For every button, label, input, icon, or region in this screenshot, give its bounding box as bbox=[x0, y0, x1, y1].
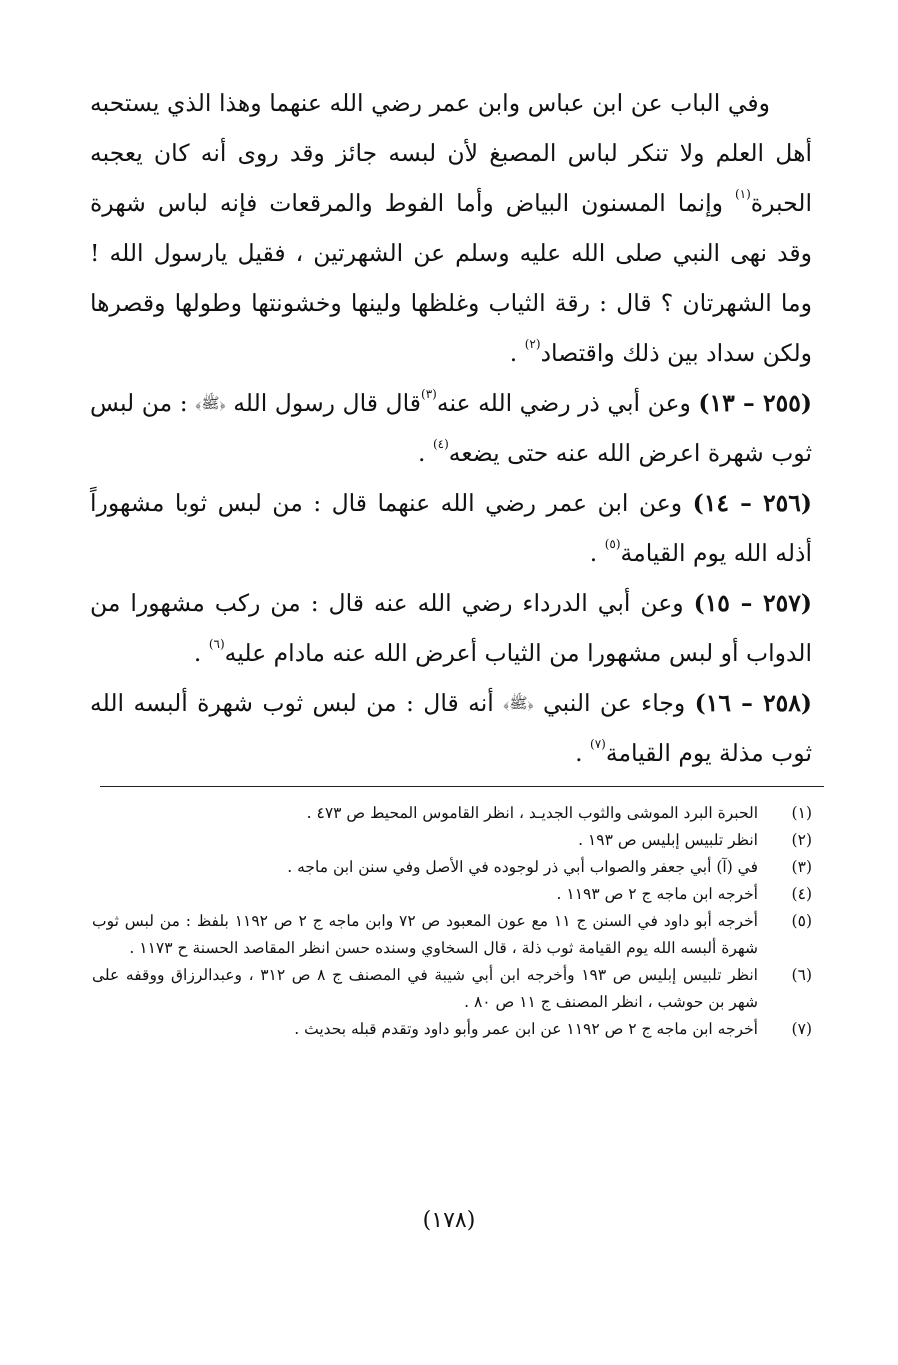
honorific-glyph: ﴿ﷺ﴾ bbox=[195, 394, 226, 412]
footnote-item bbox=[92, 827, 812, 854]
footnotes bbox=[92, 800, 812, 1043]
footnote-text: أخرجه ابن ماجه ج ٢ ص ١١٩٢ عن ابن عمر وأبو داود وتقدم قبله بحديث . bbox=[294, 1020, 758, 1038]
footnote-number: (٥) bbox=[791, 912, 812, 930]
intro-text-continued: وإنما المسنون البياض وأما الفوط والمرقعات فإنه لباس شهرة وقد نهى النبي صلى الله عليه وسلم عن الشهرتين ، فقيل يارسول الله ! وما الشهرتان ؟ قال : رقة الثياب وغلظها ولينها وخشونتها وطولها وقصرها ولكن سداد بين ذلك واقتصاد bbox=[90, 189, 812, 367]
footnote-text: انظر تلبيس إبليس ص ١٩٣ وأخرجه ابن أبي شيبة في المصنف ج ٨ ص ٣١٢ ، وعبدالرزاق ووقفه على شهر بن حوشب ، انظر المصنف ج ١١ ص ٨٠ . bbox=[92, 966, 758, 1011]
footnote-number: (٢) bbox=[791, 831, 812, 849]
hadith-text: وعن أبي الدرداء رضي الله عنه قال : من ركب مشهورا من الدواب أو لبس مشهورا من الثياب أعرض الله عنه مادام عليه bbox=[90, 589, 812, 667]
hadith-text: وعن ابن عمر رضي الله عنهما قال : من لبس ثوبا مشهوراً أذله الله يوم القيامة bbox=[90, 489, 812, 567]
footnote-item bbox=[92, 854, 812, 881]
intro-paragraph: وفي الباب عن ابن عباس وابن عمر رضي الله عنهما وهذا الذي يستحبه أهل العلم ولا تنكر لباس المصبغ لأن لبسه جائز وقد روى أنه كان يعجبه الحبرة$^{(١)}$ وإنما المسنون البياض وأما الفوط والمرقعات فإنه لباس شهرة وقد نهى النبي صلى الله عليه وسلم عن الشهرتين ، فقيل يارسول الله ! وما الشهرتان ؟ قال : رقة الثياب وغلظها ولينها وخشونتها وطولها وقصرها ولكن سداد بين ذلك واقتصاد$^{(٢)}$ . bbox=[90, 89, 812, 367]
footnote-ref: (٣) bbox=[421, 387, 437, 401]
hadith-text: وجاء عن النبي bbox=[543, 689, 686, 717]
footnote-text: أخرجه أبو داود في السنن ج ١١ مع عون المعبود ص ٧٢ وابن ماجه ج ٢ ص ١١٩٢ بلفظ : من لبس ثوب شهرة ألبسه الله يوم القيامة ثوب ذلة ، قال السخاوي وسنده حسن انظر المقاصد الحسنة ح ١١٧٣ . bbox=[92, 912, 758, 957]
page-number: (١٧٨) bbox=[422, 1208, 476, 1233]
hadith-text: أنه قال : من لبس ثوب شهرة ألبسه الله ثوب مذلة يوم القيامة bbox=[90, 689, 812, 767]
footnote-item bbox=[92, 881, 812, 908]
main-text bbox=[90, 78, 812, 778]
footnote-text: انظر تلبيس إبليس ص ١٩٣ . bbox=[578, 831, 758, 849]
footnote-item bbox=[92, 908, 812, 962]
footnote-ref: (٤) bbox=[432, 437, 449, 451]
footnote-number: (٣) bbox=[791, 858, 812, 876]
hadith-257: (٢٥٧ – ١٥) وعن أبي الدرداء رضي الله عنه قال : من ركب مشهورا من الدواب أو لبس مشهورا من الثياب أعرض الله عنه مادام عليه$^{(٦)}$ . bbox=[90, 589, 812, 667]
footnote-text: في (آ) أبي جعفر والصواب أبي ذر لوجوده في الأصل وفي سنن ابن ماجه . bbox=[287, 858, 758, 876]
footnote-text: أخرجه ابن ماجه ج ٢ ص ١١٩٣ . bbox=[556, 885, 758, 903]
hadith-256: (٢٥٦ – ١٤) وعن ابن عمر رضي الله عنهما قال : من لبس ثوبا مشهوراً أذله الله يوم القيامة$^{(٥)}$ . bbox=[90, 489, 813, 567]
hadith-number: (٢٥٨ – ١٦) bbox=[694, 689, 812, 717]
footnote-separator bbox=[100, 786, 824, 787]
hadith-258: (٢٥٨ – ١٦) وجاء عن النبي ﴿ﷺ﴾ أنه قال : من لبس ثوب شهرة ألبسه الله ثوب مذلة يوم القيامة$^{(٧)}$ . bbox=[90, 689, 812, 767]
hadith-text: قال قال رسول الله bbox=[233, 389, 422, 417]
footnote-number: (١) bbox=[791, 804, 812, 822]
footnote-item bbox=[92, 962, 812, 1016]
footnote-item bbox=[92, 800, 812, 827]
hadith-255: (٢٥٥ – ١٣) وعن أبي ذر رضي الله عنه$^{(٣)}$قال قال رسول الله ﴿ﷺ﴾ : من لبس ثوب شهرة اعرض الله عنه حتى يضعه$^{(٤)}$ . bbox=[90, 387, 812, 467]
honorific-glyph: ﴿ﷺ﴾ bbox=[503, 694, 534, 712]
footnote-ref: (٦) bbox=[208, 637, 225, 651]
intro-text: وفي الباب عن ابن عباس وابن عمر رضي الله عنهما وهذا الذي يستحبه أهل العلم ولا تنكر لباس المصبغ لأن لبسه جائز وقد روى أنه كان يعجبه الحبرة bbox=[90, 89, 812, 217]
hadith-text: : من لبس ثوب شهرة اعرض الله عنه حتى يضعه bbox=[90, 389, 812, 467]
footnote-ref: (٧) bbox=[590, 737, 606, 751]
hadith-number: (٢٥٦ – ١٤) bbox=[692, 489, 813, 517]
footnote-text: الحبرة البرد الموشى والثوب الجديـد ، انظر القاموس المحيط ص ٤٧٣ . bbox=[306, 804, 758, 822]
hadith-number: (٢٥٥ – ١٣) bbox=[698, 389, 812, 417]
footnote-number: (٦) bbox=[791, 966, 812, 984]
footnote-ref: (٢) bbox=[524, 337, 541, 351]
hadith-number: (٢٥٧ – ١٥) bbox=[693, 589, 812, 617]
footnote-ref: (٥) bbox=[604, 537, 621, 551]
footnote-number: (٤) bbox=[791, 885, 812, 903]
footnote-ref: (١) bbox=[734, 187, 751, 201]
hadith-text: وعن أبي ذر رضي الله عنه bbox=[436, 389, 691, 417]
footnote-item bbox=[92, 1016, 812, 1043]
footnote-number: (٧) bbox=[791, 1020, 812, 1038]
